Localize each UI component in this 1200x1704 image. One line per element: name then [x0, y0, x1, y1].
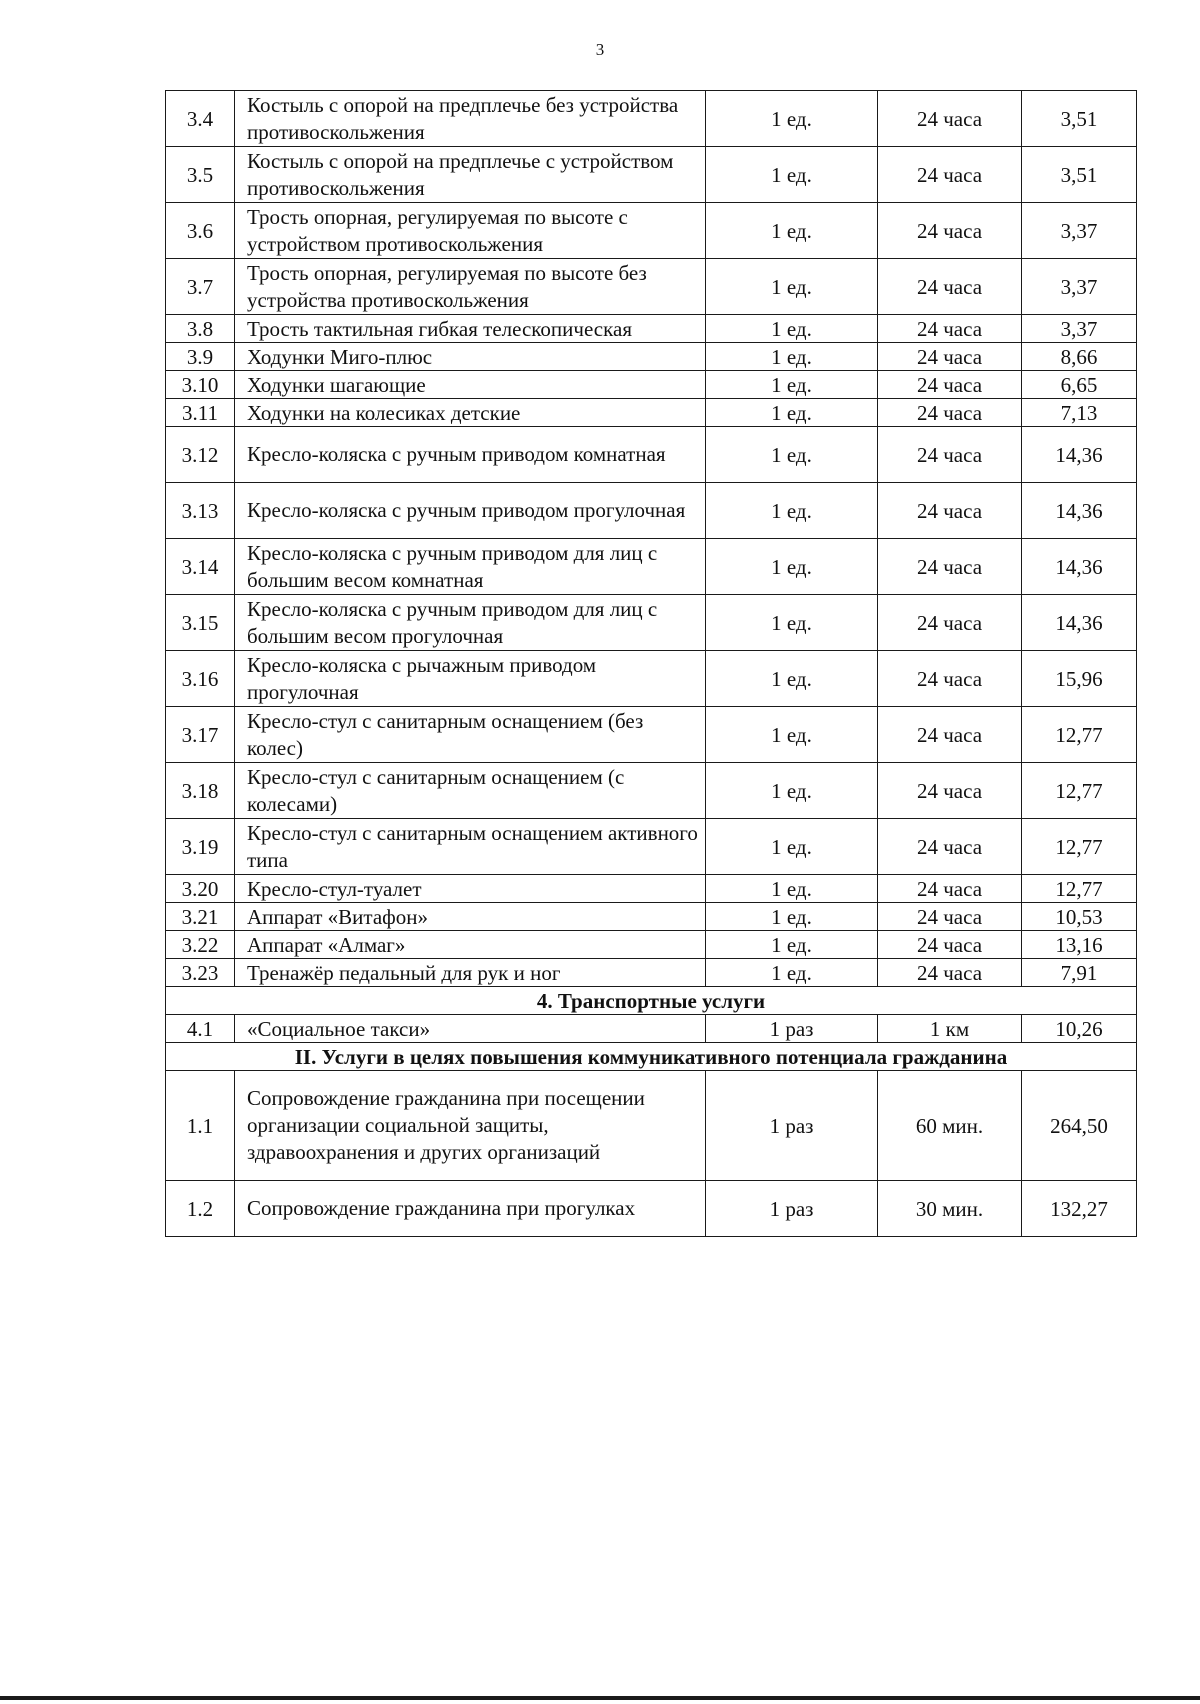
service-duration: 24 часа: [878, 763, 1022, 819]
row-number: 3.13: [166, 483, 235, 539]
table-row: [166, 1071, 1137, 1181]
service-price: 3,51: [1022, 147, 1137, 203]
service-name: Кресло-коляска с ручным приводом для лиц с большим весом прогулочная: [235, 595, 706, 651]
service-price: 6,65: [1022, 371, 1137, 399]
service-duration: 24 часа: [878, 203, 1022, 259]
row-number: 3.17: [166, 707, 235, 763]
service-unit: 1 ед.: [706, 595, 878, 651]
section-row-transport: [166, 987, 1137, 1015]
service-unit: 1 ед.: [706, 707, 878, 763]
service-price: 10,26: [1022, 1015, 1137, 1043]
table-row: [166, 651, 1137, 707]
service-name: «Социальное такси»: [235, 1015, 706, 1043]
service-duration: 1 км: [878, 1015, 1022, 1043]
row-number: 3.20: [166, 875, 235, 903]
service-price: 14,36: [1022, 483, 1137, 539]
table-row: [166, 203, 1137, 259]
row-number: 3.12: [166, 427, 235, 483]
table-row: [166, 1015, 1137, 1043]
table-row: [166, 707, 1137, 763]
row-number: 3.5: [166, 147, 235, 203]
service-unit: 1 ед.: [706, 203, 878, 259]
service-duration: 24 часа: [878, 903, 1022, 931]
service-duration: 60 мин.: [878, 1071, 1022, 1181]
service-duration: 30 мин.: [878, 1181, 1022, 1237]
service-duration: 24 часа: [878, 371, 1022, 399]
section-title-transport: 4. Транспортные услуги: [166, 987, 1137, 1015]
service-name: Сопровождение гражданина при посещении организации социальной защиты, здравоохранения и других организаций: [235, 1071, 706, 1181]
service-price: 14,36: [1022, 427, 1137, 483]
service-duration: 24 часа: [878, 539, 1022, 595]
service-duration: 24 часа: [878, 343, 1022, 371]
service-duration: 24 часа: [878, 959, 1022, 987]
service-name: Трость опорная, регулируемая по высоте без устройства противоскольжения: [235, 259, 706, 315]
row-number: 1.2: [166, 1181, 235, 1237]
table-row: [166, 399, 1137, 427]
service-name: Сопровождение гражданина при прогулках: [235, 1181, 706, 1237]
service-price: 14,36: [1022, 539, 1137, 595]
service-duration: 24 часа: [878, 147, 1022, 203]
service-name: Кресло-коляска с ручным приводом для лиц с большим весом комнатная: [235, 539, 706, 595]
service-duration: 24 часа: [878, 483, 1022, 539]
table-row: [166, 819, 1137, 875]
tariff-table: [165, 90, 1137, 1237]
service-unit: 1 ед.: [706, 399, 878, 427]
row-number: 3.4: [166, 91, 235, 147]
service-price: 3,37: [1022, 203, 1137, 259]
service-price: 10,53: [1022, 903, 1137, 931]
table-row: [166, 343, 1137, 371]
service-unit: 1 ед.: [706, 959, 878, 987]
service-unit: 1 раз: [706, 1015, 878, 1043]
service-name: Кресло-стул-туалет: [235, 875, 706, 903]
service-price: 264,50: [1022, 1071, 1137, 1181]
service-duration: 24 часа: [878, 315, 1022, 343]
service-name: Ходунки на колесиках детские: [235, 399, 706, 427]
service-unit: 1 ед.: [706, 651, 878, 707]
service-unit: 1 ед.: [706, 931, 878, 959]
service-duration: 24 часа: [878, 875, 1022, 903]
row-number: 3.15: [166, 595, 235, 651]
service-price: 3,37: [1022, 315, 1137, 343]
service-name: Кресло-коляска с рычажным приводом прогулочная: [235, 651, 706, 707]
service-price: 12,77: [1022, 875, 1137, 903]
table-row: [166, 539, 1137, 595]
service-unit: 1 ед.: [706, 819, 878, 875]
service-price: 8,66: [1022, 343, 1137, 371]
row-number: 4.1: [166, 1015, 235, 1043]
row-number: 3.18: [166, 763, 235, 819]
row-number: 3.6: [166, 203, 235, 259]
table-row: [166, 763, 1137, 819]
table-body-transport-header: [166, 987, 1137, 1015]
service-unit: 1 раз: [706, 1181, 878, 1237]
row-number: 3.10: [166, 371, 235, 399]
service-unit: 1 ед.: [706, 539, 878, 595]
table-row: [166, 595, 1137, 651]
section-title-communication: II. Услуги в целях повышения коммуникативного потенциала гражданина: [166, 1043, 1137, 1071]
table-body-aids: [166, 91, 1137, 987]
service-unit: 1 ед.: [706, 763, 878, 819]
service-unit: 1 ед.: [706, 903, 878, 931]
service-name: Аппарат «Алмаг»: [235, 931, 706, 959]
row-number: 3.22: [166, 931, 235, 959]
service-name: Костыль с опорой на предплечье с устройством противоскольжения: [235, 147, 706, 203]
table-body-communication: [166, 1071, 1137, 1237]
table-row: [166, 1181, 1137, 1237]
service-name: Кресло-стул с санитарным оснащением (без колес): [235, 707, 706, 763]
table-row: [166, 483, 1137, 539]
service-price: 14,36: [1022, 595, 1137, 651]
service-unit: 1 ед.: [706, 343, 878, 371]
row-number: 3.19: [166, 819, 235, 875]
service-unit: 1 ед.: [706, 483, 878, 539]
table-row: [166, 147, 1137, 203]
service-price: 15,96: [1022, 651, 1137, 707]
table-row: [166, 91, 1137, 147]
service-unit: 1 ед.: [706, 315, 878, 343]
service-name: Костыль с опорой на предплечье без устройства противоскольжения: [235, 91, 706, 147]
row-number: 3.23: [166, 959, 235, 987]
service-duration: 24 часа: [878, 707, 1022, 763]
row-number: 1.1: [166, 1071, 235, 1181]
table-row: [166, 427, 1137, 483]
service-name: Кресло-коляска с ручным приводом комнатная: [235, 427, 706, 483]
service-price: 3,37: [1022, 259, 1137, 315]
service-price: 12,77: [1022, 763, 1137, 819]
table-row: [166, 959, 1137, 987]
service-name: Трость опорная, регулируемая по высоте с устройством противоскольжения: [235, 203, 706, 259]
service-name: Ходунки Миго-плюс: [235, 343, 706, 371]
service-unit: 1 ед.: [706, 259, 878, 315]
service-name: Тренажёр педальный для рук и ног: [235, 959, 706, 987]
page-number: 3: [595, 40, 605, 59]
row-number: 3.21: [166, 903, 235, 931]
service-unit: 1 ед.: [706, 371, 878, 399]
service-price: 12,77: [1022, 819, 1137, 875]
service-unit: 1 ед.: [706, 147, 878, 203]
row-number: 3.16: [166, 651, 235, 707]
service-name: Аппарат «Витафон»: [235, 903, 706, 931]
service-name: Кресло-стул с санитарным оснащением активного типа: [235, 819, 706, 875]
page-bottom-rule: [0, 1696, 1200, 1700]
table-row: [166, 931, 1137, 959]
service-duration: 24 часа: [878, 931, 1022, 959]
service-duration: 24 часа: [878, 399, 1022, 427]
service-duration: 24 часа: [878, 595, 1022, 651]
service-duration: 24 часа: [878, 259, 1022, 315]
service-unit: 1 ед.: [706, 91, 878, 147]
service-name: Кресло-коляска с ручным приводом прогулочная: [235, 483, 706, 539]
service-name: Кресло-стул с санитарным оснащением (с колесами): [235, 763, 706, 819]
service-price: 3,51: [1022, 91, 1137, 147]
row-number: 3.9: [166, 343, 235, 371]
table-body-transport: [166, 1015, 1137, 1043]
service-unit: 1 ед.: [706, 427, 878, 483]
service-duration: 24 часа: [878, 651, 1022, 707]
service-price: 7,13: [1022, 399, 1137, 427]
row-number: 3.7: [166, 259, 235, 315]
table-row: [166, 371, 1137, 399]
table-body-communication-header: [166, 1043, 1137, 1071]
table-row: [166, 875, 1137, 903]
service-duration: 24 часа: [878, 819, 1022, 875]
service-price: 13,16: [1022, 931, 1137, 959]
service-price: 7,91: [1022, 959, 1137, 987]
service-name: Трость тактильная гибкая телескопическая: [235, 315, 706, 343]
service-duration: 24 часа: [878, 91, 1022, 147]
row-number: 3.8: [166, 315, 235, 343]
service-unit: 1 раз: [706, 1071, 878, 1181]
service-price: 132,27: [1022, 1181, 1137, 1237]
service-name: Ходунки шагающие: [235, 371, 706, 399]
table-row: [166, 903, 1137, 931]
row-number: 3.11: [166, 399, 235, 427]
service-unit: 1 ед.: [706, 875, 878, 903]
section-row-communication: [166, 1043, 1137, 1071]
service-duration: 24 часа: [878, 427, 1022, 483]
service-price: 12,77: [1022, 707, 1137, 763]
table-row: [166, 259, 1137, 315]
row-number: 3.14: [166, 539, 235, 595]
table-row: [166, 315, 1137, 343]
